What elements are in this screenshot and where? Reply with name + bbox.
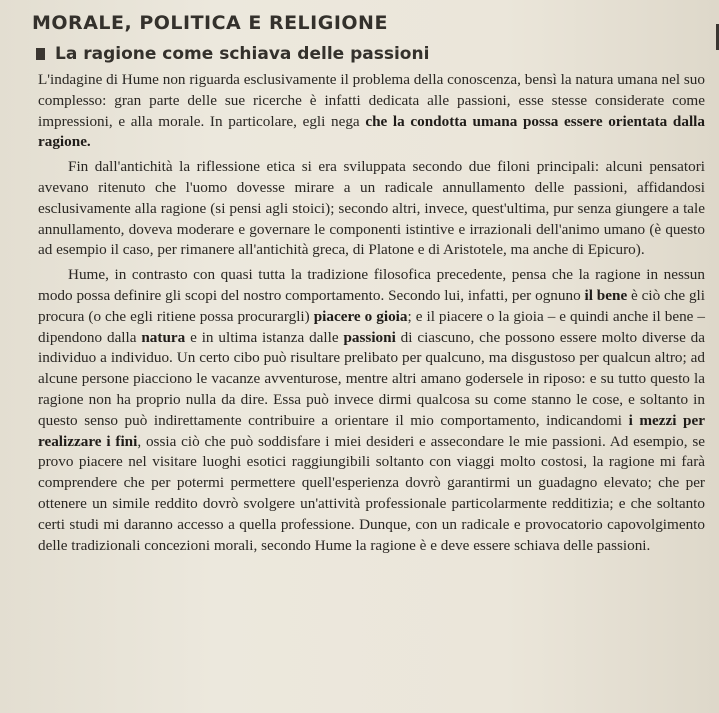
p3-text-1: Hume, in contrasto con quasi tutta la tradizione filosofica precedente, pensa che la ragione in nessun modo possa definire gli scopi del nostro comportamento. Secondo lui, infatti, per ognuno [38,266,705,304]
p3-bold-bene: il bene [584,286,628,304]
paragraph-1 [38,70,705,153]
p3-text-5: di ciascuno, che possono essere molto diverse da individuo a individuo. Un certo cibo può risultare prelibato per qualcuno, ma disgustoso per qualcun altro; ad alcune persone piacciono le vacanze avventurose, mentre altri amano godersele in riposo: e su tutto questo la ragione non ha proprio nulla da dire. Essa può invece dirmi qualcosa su come stanno le cose, e soltanto in questo senso può indirettamente contribuire a orientare il mio comportamento, indicandomi [38,328,706,429]
paragraph-1-text: L'indagine di Hume non riguarda esclusivamente il problema della conoscenza, bensì la natura umana nel suo complesso: gran parte delle sue ricerche è infatti dedicata alle passioni, esse stesse considerate come impressioni, e alla morale. In particolare, egli nega [38,71,705,130]
paragraph-1-bold: che la condotta umana possa essere orientata dalla ragione. [38,112,705,151]
p3-bold-piacere: piacere o gioia [313,307,408,325]
heading-text: La ragione come schiava delle passioni [55,44,430,64]
p3-bold-mezzi: i mezzi per realizzare i fini [38,411,705,450]
body-text [38,70,705,556]
p3-text-2: è ciò che gli procura (o che egli ritiene possa procurargli) [38,286,705,325]
paragraph-3 [38,265,705,556]
section-title: MORALE, POLITICA E RELIGIONE [32,12,388,34]
heading-bullet-icon [36,48,45,60]
p3-bold-natura: natura [141,328,186,346]
p3-text-6: , ossia ciò che può soddisfare i miei desideri e assecondare le mie passioni. Ad esempio, se provo piacere nel visitare luoghi esotici raggiungibili soltanto con viaggi molto costosi, la ragione mi farà comprendere che per potermi permettere quell'esperienza dovrò garantirmi un guadagno elevato; che per ottenere un simile reddito dovrò svolgere un'attività professionale particolarmente redditizia; e che soltanto certi studi mi daranno accesso a quella professione. Dunque, con un radicale e provocatorio capovolgimento delle tradizionali concezioni morali, secondo Hume la ragione è e deve essere schiava delle passioni. [38,432,706,554]
p3-bold-passioni: passioni [343,328,396,346]
p3-text-3: ; e il piacere o la gioia – e quindi anche il bene – dipendono dalla [38,307,706,346]
chapter-heading [36,44,705,64]
paragraph-2: Fin dall'antichità la riflessione etica si era sviluppata secondo due filoni principali: alcuni pensatori avevano ritenuto che l'uomo dovesse mirare a un radicale annullamento delle passioni, affidandosi esclusivamente alla ragione (si pensi agli stoici); secondo altri, invece, quest'ultima, pur senza giungere a tale annullamento, doveva moderare e governare le componenti istintive e irrazionali dell'animo umano (è questo ad esempio il caso, per rimanere all'antichità greca, di Platone e di Aristotele, ma anche di Epicuro). [38,158,705,259]
p3-text-4: e in ultima istanza dalle [185,328,344,346]
